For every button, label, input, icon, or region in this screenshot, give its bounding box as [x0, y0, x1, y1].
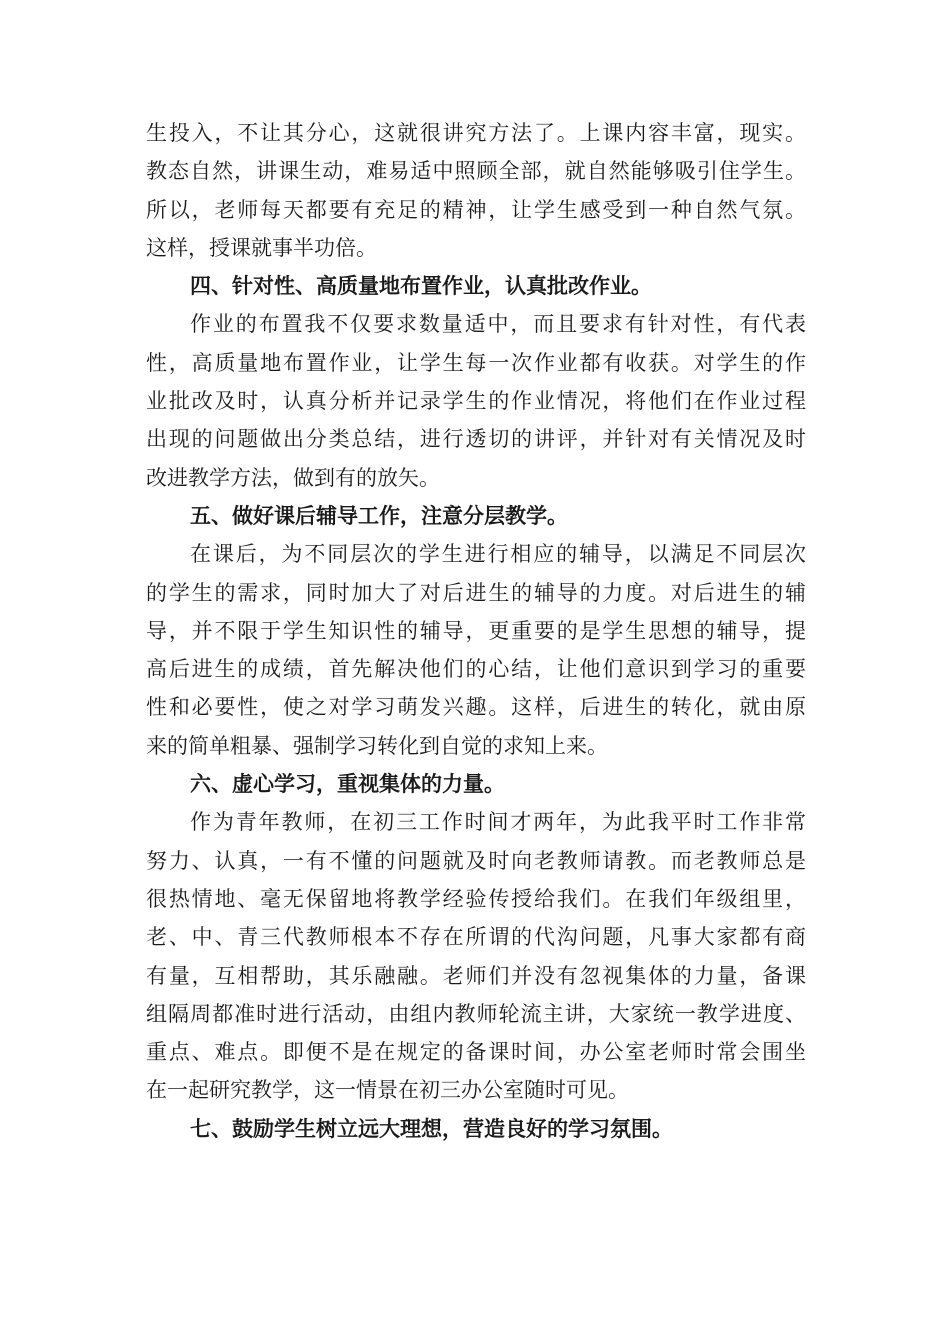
- paragraph-line: 高后进生的成绩，首先解决他们的心结，让他们意识到学习的重要: [146, 657, 806, 682]
- paragraph-line: 业批改及时，认真分析并记录学生的作业情况，将他们在作业过程: [146, 389, 806, 414]
- paragraph-line: 这样，授课就事半功倍。: [146, 235, 377, 260]
- paragraph-line: 老、中、青三代教师根本不存在所谓的代沟问题，凡事大家都有商: [146, 925, 806, 950]
- section-heading-6: 六、虚心学习，重视集体的力量。: [190, 772, 505, 797]
- section-4-paragraph: [146, 305, 806, 496]
- intro-paragraph: [146, 114, 806, 267]
- paragraph-line: 出现的问题做出分类总结，进行透切的讲评，并针对有关情况及时: [146, 427, 806, 452]
- paragraph-line: 导，并不限于学生知识性的辅导，更重要的是学生思想的辅导，提: [146, 618, 806, 643]
- paragraph-line: 有量，互相帮助，其乐融融。老师们并没有忽视集体的力量，备课: [146, 963, 806, 988]
- paragraph-line: 改进教学方法，做到有的放矢。: [146, 465, 440, 490]
- paragraph-line: 努力、认真，一有不懂的问题就及时向老教师请教。而老教师总是: [146, 848, 806, 873]
- paragraph-line: 性和必要性，使之对学习萌发兴趣。这样，后进生的转化，就由原: [146, 695, 806, 720]
- paragraph-line: 教态自然，讲课生动，难易适中照顾全部，就自然能够吸引住学生。: [146, 159, 806, 184]
- section-6-paragraph: [146, 803, 806, 1109]
- paragraph-line: 在课后，为不同层次的学生进行相应的辅导，以满足不同层次: [190, 542, 806, 567]
- paragraph-line: 作业的布置我不仅要求数量适中，而且要求有针对性，有代表: [190, 312, 806, 337]
- paragraph-line: 很热情地、毫无保留地将教学经验传授给我们。在我们年级组里，: [146, 886, 806, 911]
- paragraph-line: 性，高质量地布置作业，让学生每一次作业都有收获。对学生的作: [146, 350, 806, 375]
- paragraph-line: 在一起研究教学，这一情景在初三办公室随时可见。: [146, 1078, 629, 1103]
- paragraph-line: 的学生的需求，同时加大了对后进生的辅导的力度。对后进生的辅: [146, 580, 806, 605]
- paragraph-line: 来的简单粗暴、强制学习转化到自觉的求知上来。: [146, 733, 608, 758]
- section-heading-7: 七、鼓励学生树立远大理想，营造良好的学习氛围。: [190, 1116, 673, 1141]
- document-body: [146, 114, 806, 1148]
- paragraph-line: 重点、难点。即便不是在规定的备课时间，办公室老师时常会围坐: [146, 1040, 806, 1065]
- paragraph-line: 作为青年教师，在初三工作时间才两年，为此我平时工作非常: [190, 810, 806, 835]
- paragraph-line: 生投入，不让其分心，这就很讲究方法了。上课内容丰富，现实。: [146, 121, 806, 145]
- paragraph-line: 组隔周都准时进行活动，由组内教师轮流主讲，大家统一教学进度、: [146, 1001, 806, 1026]
- section-5-paragraph: [146, 535, 806, 765]
- section-heading-4: 四、针对性、高质量地布置作业，认真批改作业。: [190, 274, 652, 299]
- paragraph-line: 所以，老师每天都要有充足的精神，让学生感受到一种自然气氛。: [146, 197, 806, 222]
- section-heading-5: 五、做好课后辅导工作，注意分层教学。: [190, 503, 568, 528]
